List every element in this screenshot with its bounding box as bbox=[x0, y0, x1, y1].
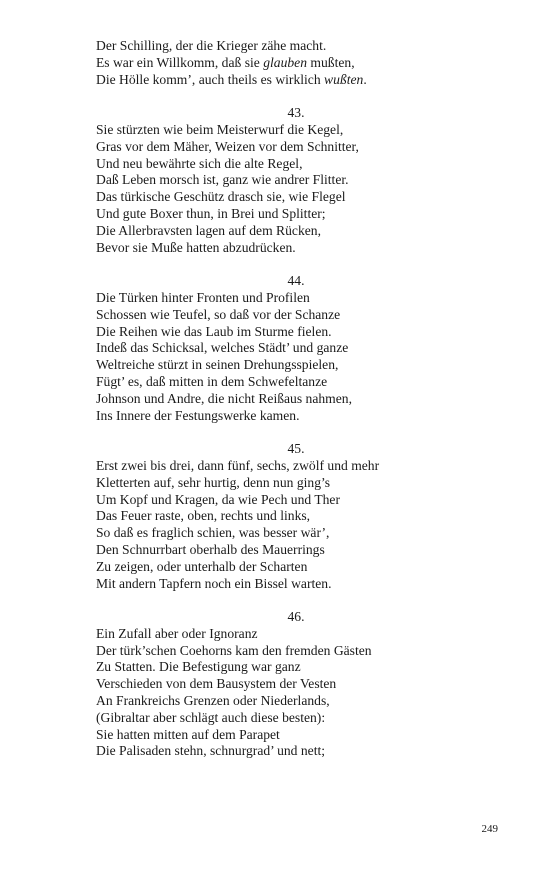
verse-text: Das türkische Geschütz drasch sie, wie Flegel bbox=[96, 189, 346, 205]
stanza bbox=[96, 105, 496, 256]
verse-line bbox=[96, 357, 496, 374]
stanza bbox=[96, 441, 496, 592]
verse-line bbox=[96, 307, 496, 324]
verse-text: Bevor sie Muße hatten abzudrücken. bbox=[96, 239, 296, 255]
verse-line bbox=[96, 576, 496, 593]
verse-text: Um Kopf und Kragen, da wie Pech und Ther bbox=[96, 491, 340, 507]
verse-line bbox=[96, 626, 496, 643]
verse-line bbox=[96, 240, 496, 257]
verse-text: Kletterten auf, sehr hurtig, denn nun ging’s bbox=[96, 474, 331, 490]
verse-text: Die Allerbravsten lagen auf dem Rücken, bbox=[96, 222, 321, 238]
verse-line bbox=[96, 525, 496, 542]
emphasized-text: glauben bbox=[263, 54, 308, 70]
verse-line bbox=[96, 458, 496, 475]
verse-text: Schossen wie Teufel, so daß vor der Schanze bbox=[96, 306, 341, 322]
verse-line bbox=[96, 508, 496, 525]
verse-text: Mit andern Tapfern noch ein Bissel warten. bbox=[96, 575, 332, 591]
verse-text: Sie hatten mitten auf dem Parapet bbox=[96, 726, 280, 742]
verse-text: Johnson und Andre, die nicht Reißaus nahmen, bbox=[96, 390, 352, 406]
verse-line bbox=[96, 72, 496, 89]
verse-line bbox=[96, 55, 496, 72]
verse-line bbox=[96, 324, 496, 341]
verse-text: Indeß das Schicksal, welches Städt’ und ganze bbox=[96, 340, 349, 356]
verse-text: Verschieden von dem Bausystem der Vesten bbox=[96, 676, 337, 692]
verse-text: Die Türken hinter Fronten und Profilen bbox=[96, 289, 310, 305]
verse-text: Ins Innere der Festungswerke kamen. bbox=[96, 407, 300, 423]
stanza-number: 43. bbox=[287, 105, 305, 121]
stanza-number: 45. bbox=[287, 441, 305, 457]
poem-body bbox=[96, 38, 496, 760]
verse-line bbox=[96, 156, 496, 173]
verse-line bbox=[96, 374, 496, 391]
verse-text: Den Schnurrbart oberhalb des Mauerrings bbox=[96, 541, 325, 557]
verse-line bbox=[96, 290, 496, 307]
emphasized-text: wußten bbox=[324, 71, 364, 87]
verse-line bbox=[96, 172, 496, 189]
verse-text: Und gute Boxer thun, in Brei und Splitter; bbox=[96, 205, 326, 221]
stanza-number: 46. bbox=[287, 609, 305, 625]
verse-text: Sie stürzten wie beim Meisterwurf die Kegel, bbox=[96, 121, 344, 137]
verse-text: Die Hölle komm’, auch theils es wirklich bbox=[96, 71, 325, 87]
verse-text: Die Palisaden stehn, schnurgrad’ und nett; bbox=[96, 743, 326, 759]
stanza bbox=[96, 273, 496, 424]
verse-line bbox=[96, 676, 496, 693]
verse-text: Ein Zufall aber oder Ignoranz bbox=[96, 625, 258, 641]
verse-line bbox=[96, 643, 496, 660]
verse-line bbox=[96, 542, 496, 559]
verse-line bbox=[96, 727, 496, 744]
verse-line bbox=[96, 206, 496, 223]
stanza bbox=[96, 609, 496, 760]
verse-text: Zu zeigen, oder unterhalb der Scharten bbox=[96, 558, 308, 574]
verse-line bbox=[96, 693, 496, 710]
verse-text: Weltreiche stürzt in seinen Drehungsspielen, bbox=[96, 357, 339, 373]
verse-text: Der Schilling, der die Krieger zähe macht. bbox=[96, 38, 327, 53]
verse-line bbox=[96, 408, 496, 425]
verse-text: Es war ein Willkomm, daß sie bbox=[96, 54, 264, 70]
verse-line bbox=[96, 139, 496, 156]
verse-text: Erst zwei bis drei, dann fünf, sechs, zwölf und mehr bbox=[96, 457, 380, 473]
verse-text: (Gibraltar aber schlägt auch diese besten): bbox=[96, 709, 326, 725]
verse-line bbox=[96, 710, 496, 727]
verse-text: Das Feuer raste, oben, rechts und links, bbox=[96, 508, 311, 524]
verse-text: Zu Statten. Die Befestigung war ganz bbox=[96, 659, 301, 675]
stanza-number: 44. bbox=[287, 273, 305, 289]
verse-line bbox=[96, 743, 496, 760]
verse-text: . bbox=[363, 71, 367, 87]
verse-line bbox=[96, 223, 496, 240]
page-number: 249 bbox=[481, 823, 498, 835]
verse-line bbox=[96, 340, 496, 357]
verse-text: Gras vor dem Mäher, Weizen vor dem Schnitter, bbox=[96, 138, 359, 154]
verse-line bbox=[96, 391, 496, 408]
verse-line bbox=[96, 475, 496, 492]
verse-line bbox=[96, 492, 496, 509]
verse-line bbox=[96, 189, 496, 206]
verse-text: An Frankreichs Grenzen oder Niederlands, bbox=[96, 693, 330, 709]
verse-line bbox=[96, 659, 496, 676]
verse-line bbox=[96, 559, 496, 576]
verse-text: Und neu bewährte sich die alte Regel, bbox=[96, 155, 303, 171]
stanza bbox=[96, 38, 496, 88]
verse-text: Die Reihen wie das Laub im Sturme fielen. bbox=[96, 323, 332, 339]
verse-line bbox=[96, 122, 496, 139]
verse-text: Fügt’ es, daß mitten in dem Schwefeltanze bbox=[96, 373, 328, 389]
verse-text: Der türk’schen Coehorns kam den fremden Gästen bbox=[96, 642, 372, 658]
verse-text: mußten, bbox=[307, 54, 355, 70]
verse-line bbox=[96, 38, 496, 55]
verse-text: Daß Leben morsch ist, ganz wie andrer Flitter. bbox=[96, 172, 349, 188]
verse-text: So daß es fraglich schien, was besser wär’, bbox=[96, 525, 330, 541]
